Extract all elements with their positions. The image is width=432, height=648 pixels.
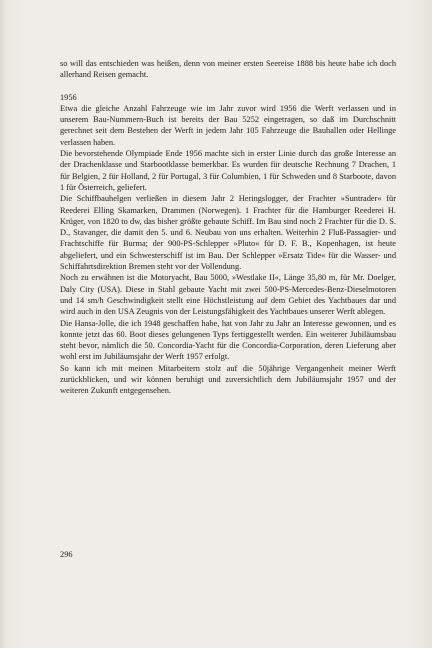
paragraph-production: Etwa die gleiche Anzahl Fahrzeuge wie im Jahr zuvor wird 1956 die Werft verlassen und in unserem Bau-Nummern-Buch ist bereits der Bau 5252 eingetragen, so daß im Durchschnitt gerechnet seit dem Bestehen der Werft in jedem Jahr 105 Fahrzeuge die Bauhallen oder Hellinge verlassen haben. [60,103,396,147]
paragraph-hansa-jolle: Die Hansa-Jolle, die ich 1948 geschaffen habe, hat von Jahr zu Jahr an Interesse gewonnen, und es konnte jetzt das 60. Boot dieses gelungenen Typs fertiggestellt werden. Ein weiterer Jubiläumsbau steht bevor, nämlich die 50. Concordia-Yacht für die Concordia-Corporation, deren Lieferung aber wohl erst im Jubiläumsjahr der Werft 1957 erfolgt. [60,318,396,362]
section-gap [60,81,396,92]
page-number: 296 [60,550,73,559]
intro-paragraph: so will das entschieden was heißen, denn von meiner ersten Seereise 1888 bis heute habe ich doch allerhand Reisen gemacht. [60,59,396,80]
section-heading-year: 1956 [60,92,77,102]
body-text [60,58,396,397]
paragraph-closing: So kann ich mit meinen Mitarbeitern stolz auf die 50jährige Vergangenheit meiner Werft zurückblicken, und wir können beruhigt und zuversichtlich dem Jubiläumsjahr 1957 und der weiteren Zukunft entgegensehen. [60,363,396,396]
paragraph-ships: Die Schiffbauhelgen verließen in diesem Jahr 2 Heringslogger, der Frachter »Suntrader« für Reederei Elling Skamarken, Drammen (Norwegen). 1 Frachter für die Hamburger Reederei H. Krüger, von 1820 to dw, das bisher größte gebaute Schiff. Im Bau sind noch 2 Frachter für die D. S. D., Stavanger, die damit den 5. und 6. Neubau von uns erhalten. Weiterhin 2 Fluß-Passagier- und Frachtschiffe für Burma; der 900-PS-Schlepper »Pluto« für D. F. B., Kopenhagen, ist heute abgeliefert, und ein Schwesterschiff ist im Bau. Der Schlepper »Ersatz Tide« für die Wasser- und Schiffahrtsdirektion Bremen steht vor der Vollendung. [60,194,396,272]
paragraph-olympics: Die bevorstehende Olympiade Ende 1956 machte sich in erster Linie durch das große Interesse an der Drachenklasse und Starbootklasse bemerkbar. Es wurden für deutsche Rechnung 7 Drachen, 1 für Belgien, 2 für Holland, 2 für Portugal, 3 für Columbien, 1 für Schweden und 8 Starboote, davon 1 für Österreich, geliefert. [60,149,396,192]
paragraph-motoryacht: Noch zu erwähnen ist die Motoryacht, Bau 5000, »Westlake II«, Länge 35,80 m, für Mr. Doelger, Daly City (USA). Diese in Stahl gebaute Yacht mit zwei 500-PS-Mercedes-Benz-Dieselmotoren und 14 sm/h Geschwindigkeit stellt eine Höchstleistung auf dem Gebiet des Yachtbaues dar und wird auch in den USA Zeugnis von der Leistungsfähigkeit des Yachtbaues unserer Werft ablegen. [60,273,396,317]
